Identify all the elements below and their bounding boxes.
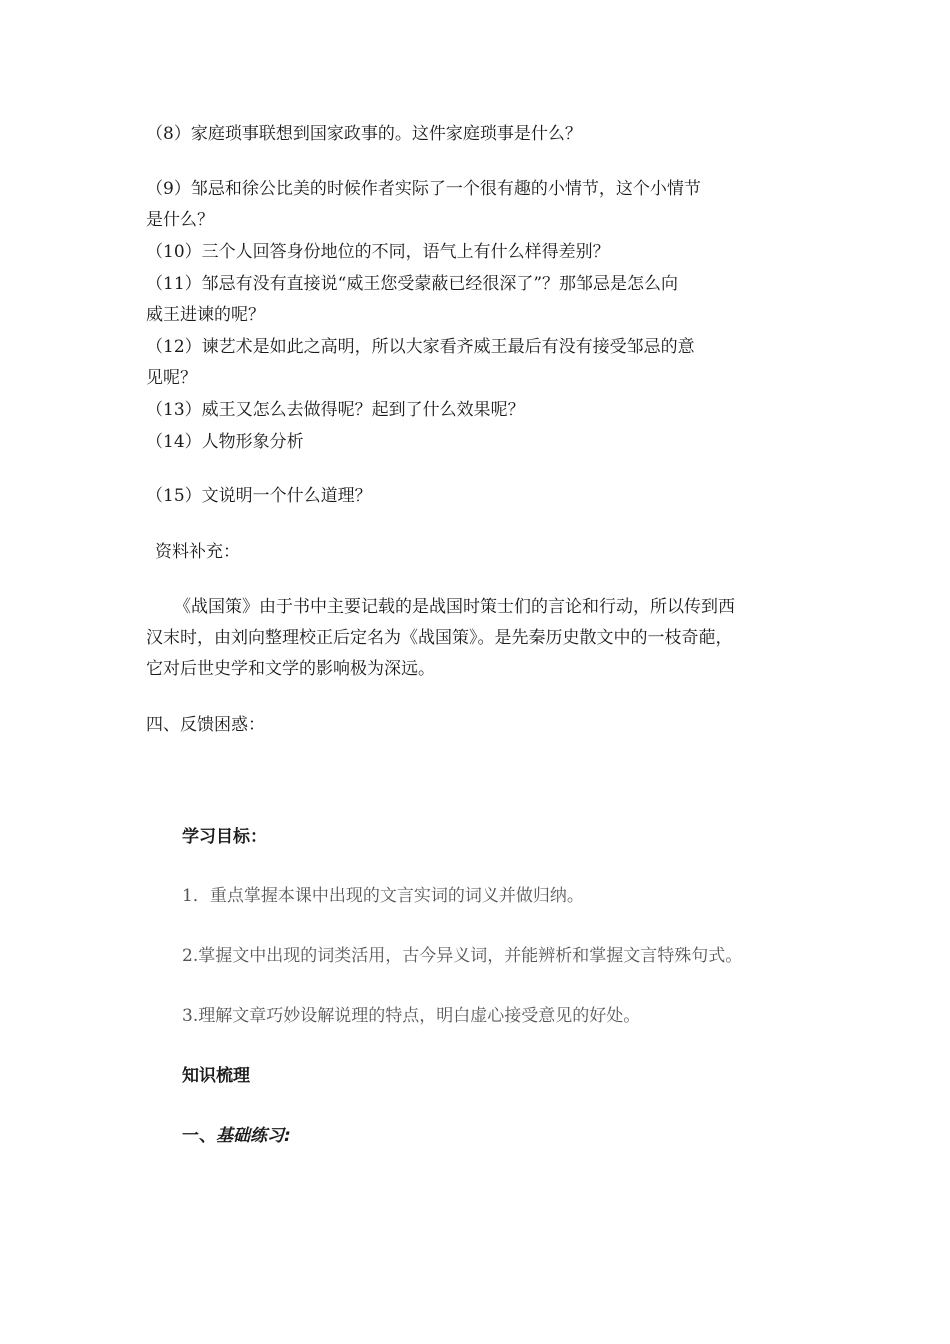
supplement-paragraph-line-3: 它对后世史学和文学的影响极为深远。 <box>146 659 435 679</box>
goal-1: 1．重点掌握本课中出现的文言实词的词义并做归纳。 <box>182 886 584 906</box>
question-11-line-2: 威王进谏的呢？ <box>146 305 265 325</box>
basic-exercise-prefix: 一、 <box>182 1126 216 1146</box>
goal-2: 2.掌握文中出现的词类活用，古今异义词，并能辨析和掌握文言特殊句式。 <box>182 946 743 966</box>
basic-exercise-label: 基础练习: <box>216 1126 291 1146</box>
question-14: （14）人物形象分析 <box>146 432 304 452</box>
supplement-heading: 资料补充： <box>155 542 240 562</box>
supplement-paragraph-line-2: 汉末时，由刘向整理校正后定名为《战国策》。是先秦历史散文中的一枝奇葩， <box>146 628 733 648</box>
question-15: （15）文说明一个什么道理？ <box>146 486 372 506</box>
question-12-line-2: 见呢？ <box>146 368 197 388</box>
supplement-paragraph-line-1: 《战国策》由于书中主要记载的是战国时策士们的言论和行动，所以传到西 <box>174 597 735 617</box>
feedback-heading: 四、反馈困惑： <box>146 715 265 735</box>
goal-3: 3.理解文章巧妙设解说理的特点，明白虚心接受意见的好处。 <box>182 1006 641 1026</box>
question-11-line-1: （11）邹忌有没有直接说“威王您受蒙蔽已经很深了”？那邹忌是怎么向 <box>146 274 679 294</box>
question-12-line-1: （12）谏艺术是如此之高明，所以大家看齐威王最后有没有接受邹忌的意 <box>146 337 695 357</box>
question-8: （8）家庭琐事联想到国家政事的。这件家庭琐事是什么？ <box>146 124 582 144</box>
basic-exercise-heading <box>182 1126 291 1146</box>
question-13: （13）威王又怎么去做得呢？起到了什么效果呢？ <box>146 400 525 420</box>
question-10: （10）三个人回答身份地位的不同，语气上有什么样得差别？ <box>146 242 610 262</box>
question-9-line-1: （9）邹忌和徐公比美的时候作者实际了一个很有趣的小情节，这个小情节 <box>146 179 701 199</box>
goals-heading: 学习目标： <box>182 827 267 847</box>
question-9-line-2: 是什么？ <box>146 210 214 230</box>
knowledge-heading: 知识梳理 <box>182 1066 250 1086</box>
